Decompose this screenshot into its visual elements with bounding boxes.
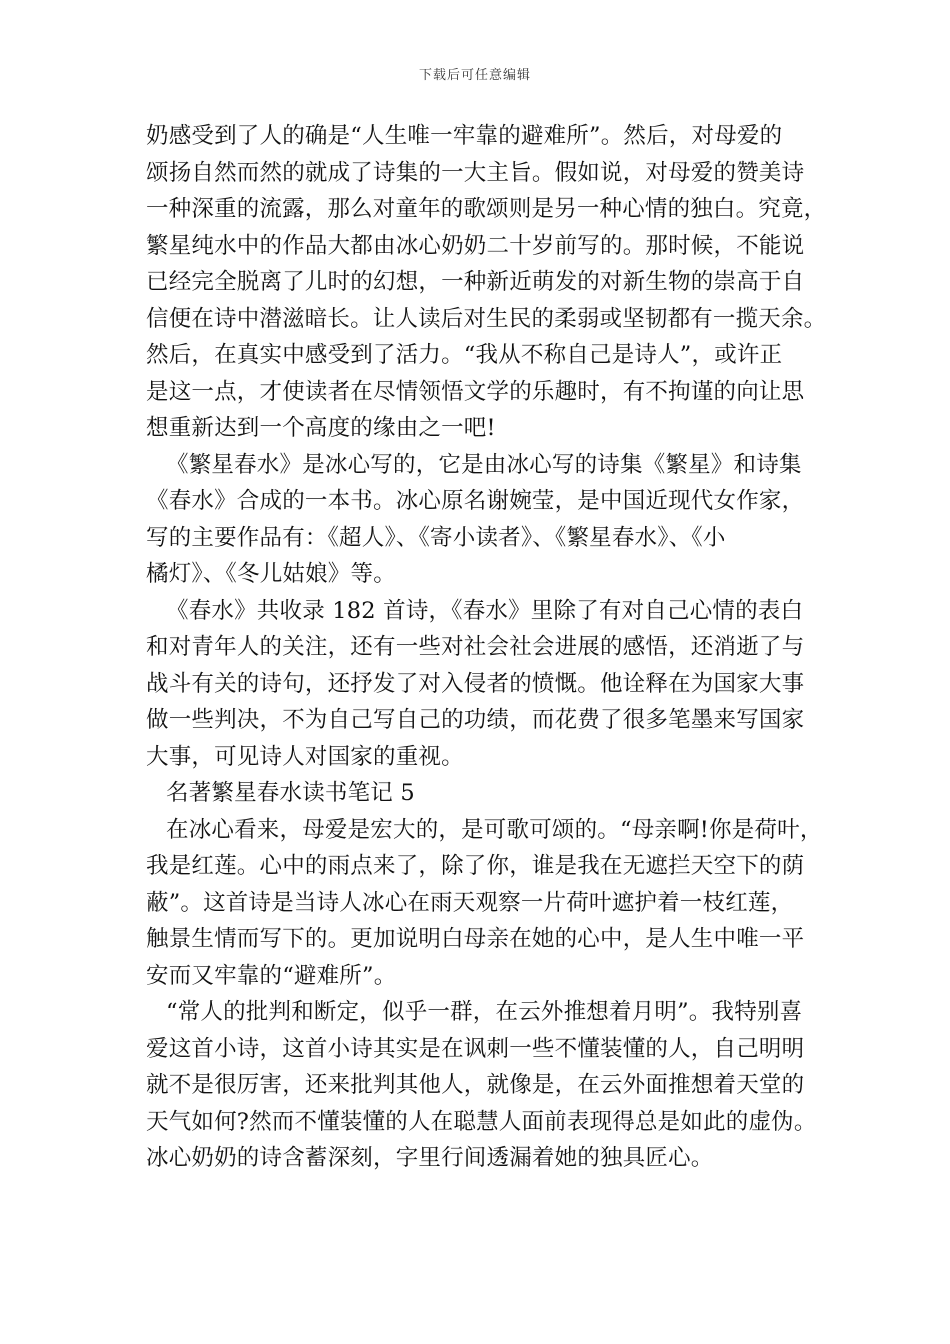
page-header: 下载后可任意编辑: [418, 68, 531, 83]
text-line: 《繁星春水》是冰心写的，它是由冰心写的诗集《繁星》和诗集: [166, 451, 802, 478]
text-line: 《春水》共收录 182 首诗，《春水》里除了有对自己心情的表白: [166, 597, 804, 624]
text-line: 繁星纯水中的作品大都由冰心奶奶二十岁前写的。那时候，不能说: [146, 232, 805, 259]
text-line: 和对青年人的关注，还有一些对社会社会进展的感悟，还消逝了与: [146, 634, 805, 660]
text-line: 写的主要作品有：《超人》、《寄小读者》、《繁星春水》、《小: [146, 524, 726, 551]
text-line: 已经完全脱离了儿时的幻想，一种新近萌发的对新生物的崇高于自: [146, 269, 805, 295]
text-line: 然后，在真实中感受到了活力。“我从不称自己是诗人”，或许正: [146, 342, 783, 368]
text-line: 橘灯》、《冬儿姑娘》等。: [146, 561, 396, 587]
text-line: 我是红莲。心中的雨点来了，除了你，谁是我在无遮拦天空下的荫: [146, 853, 805, 879]
text-line: 是这一点，才使读者在尽情领悟文学的乐趣时，有不拘谨的向让思: [146, 378, 805, 405]
text-line: 在冰心看来，母爱是宏大的，是可歌可颂的。“母亲啊!你是荷叶，: [166, 816, 823, 843]
document-body: [146, 118, 827, 1177]
text-line: 一种深重的流露，那么对童年的歌颂则是另一种心情的独白。究竟，: [146, 196, 827, 222]
text-line: 大事，可见诗人对国家的重视。: [146, 743, 464, 770]
text-line: 爱这首小诗，这首小诗其实是在讽刺一些不懂装懂的人，自己明明: [146, 1035, 805, 1062]
text-line: 安而又牢靠的“避难所”。: [146, 962, 397, 989]
text-line: 《春水》合成的一本书。冰心原名谢婉莹，是中国近现代女作家，: [146, 488, 805, 514]
text-line: 名著繁星春水读书笔记 5: [166, 780, 415, 806]
text-line: 颂扬自然而然的就成了诗集的一大主旨。假如说，对母爱的赞美诗: [146, 159, 805, 186]
text-line: 信便在诗中潜滋暗长。让人读后对生民的柔弱或坚韧都有一揽天余。: [146, 305, 827, 332]
text-line: “常人的批判和断定，似乎一群，在云外推想着月明”。我特别喜: [166, 999, 803, 1025]
text-line: 战斗有关的诗句，还抒发了对入侵者的愤慨。他诠释在为国家大事: [146, 670, 805, 697]
text-line: 冰心奶奶的诗含蓄深刻，字里行间透漏着她的独具匠心。: [146, 1145, 714, 1171]
text-line: 想重新达到一个高度的缘由之一吧!: [146, 415, 496, 441]
text-line: 蔽”。这首诗是当诗人冰心在雨天观察一片荷叶遮护着一枝红莲，: [146, 889, 794, 916]
text-line: 触景生情而写下的。更加说明白母亲在她的心中，是人生中唯一平: [146, 926, 805, 952]
text-line: 就不是很厉害，还来批判其他人，就像是，在云外面推想着天堂的: [146, 1072, 805, 1098]
text-line: 天气如何?然而不懂装懂的人在聪慧人面前表现得总是如此的虚伪。: [146, 1108, 817, 1135]
text-line: 奶感受到了人的确是“人生唯一牢靠的避难所”。然后，对母爱的: [146, 123, 783, 149]
text-line: 做一些判决，不为自己写自己的功绩，而花费了很多笔墨来写国家: [146, 707, 805, 733]
